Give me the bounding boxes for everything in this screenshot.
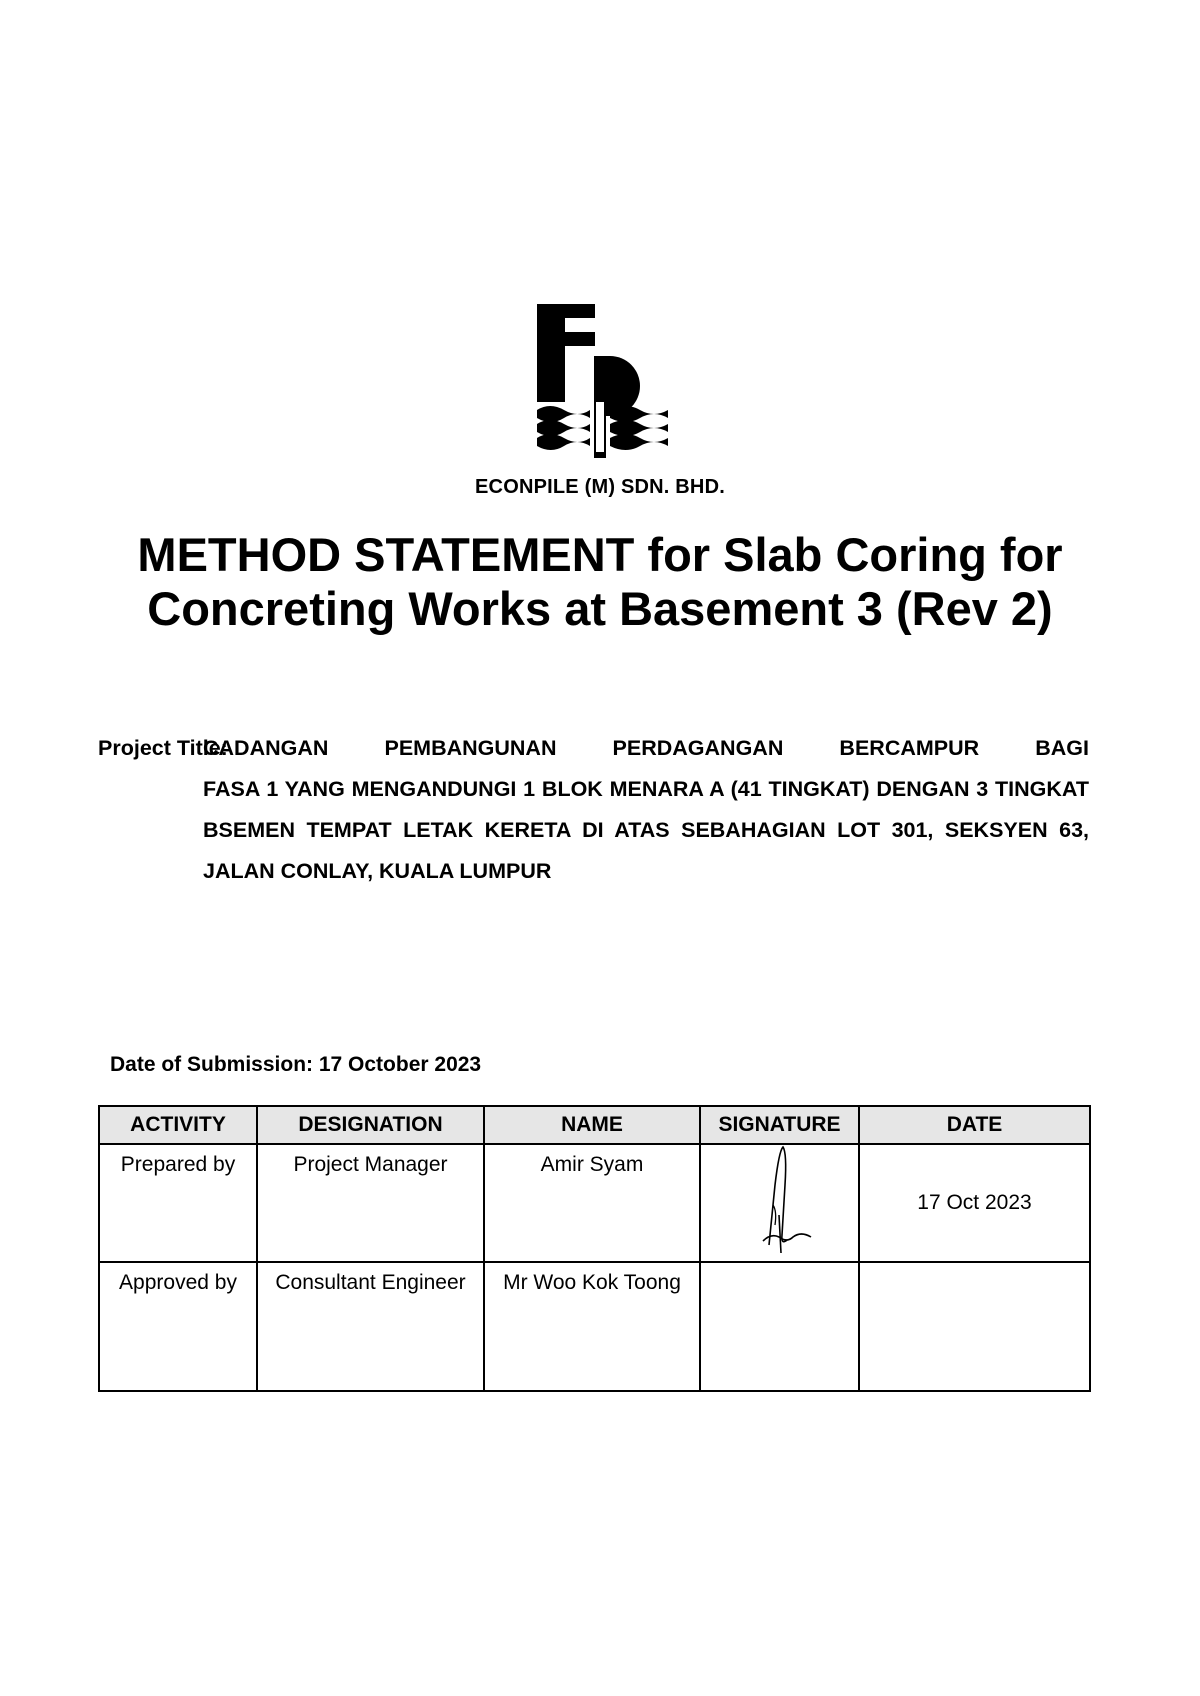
table-row — [99, 1262, 1090, 1391]
cell-signature — [700, 1144, 859, 1262]
header-name: NAME — [484, 1106, 700, 1144]
cell-date — [859, 1262, 1090, 1391]
header-signature: SIGNATURE — [700, 1106, 859, 1144]
cell-designation: Consultant Engineer — [257, 1262, 484, 1391]
submission-date: Date of Submission: 17 October 2023 — [110, 1053, 482, 1076]
project-title-rest: FASA 1 YANG MENGANDUNGI 1 BLOK MENARA A (41 TINGKAT) DENGAN 3 TINGKAT BSEMEN TEMPAT LETAK KERETA DI ATAS SEBAHAGIAN LOT 301, SEKSYEN 63, JALAN CONLAY, KUALA LUMPUR — [203, 777, 1089, 883]
econpile-logo-icon — [534, 302, 674, 462]
project-title-label: Project Title: — [98, 736, 228, 760]
document-title-line2: Concreting Works at Basement 3 (Rev 2) — [147, 582, 1053, 635]
header-activity: ACTIVITY — [99, 1106, 257, 1144]
cell-activity: Approved by — [99, 1262, 257, 1391]
cell-date: 17 Oct 2023 — [859, 1144, 1090, 1262]
cell-designation: Project Manager — [257, 1144, 484, 1262]
project-title-line1: CADANGAN PEMBANGUNAN PERDAGANGAN BERCAMPUR BAGI — [203, 736, 1089, 760]
cell-name: Amir Syam — [484, 1144, 700, 1262]
cell-name: Mr Woo Kok Toong — [484, 1262, 700, 1391]
handwritten-signature — [735, 1145, 825, 1255]
cell-signature — [700, 1262, 859, 1391]
document-title — [60, 528, 1140, 636]
company-name: ECONPILE (M) SDN. BHD. — [475, 476, 725, 498]
table-header-row — [99, 1106, 1090, 1144]
project-title-block — [98, 728, 1089, 769]
approval-table — [98, 1105, 1091, 1392]
document-title-line1: METHOD STATEMENT for Slab Coring for — [137, 528, 1063, 581]
table-row — [99, 1144, 1090, 1262]
header-designation: DESIGNATION — [257, 1106, 484, 1144]
header-date: DATE — [859, 1106, 1090, 1144]
cell-activity: Prepared by — [99, 1144, 257, 1262]
